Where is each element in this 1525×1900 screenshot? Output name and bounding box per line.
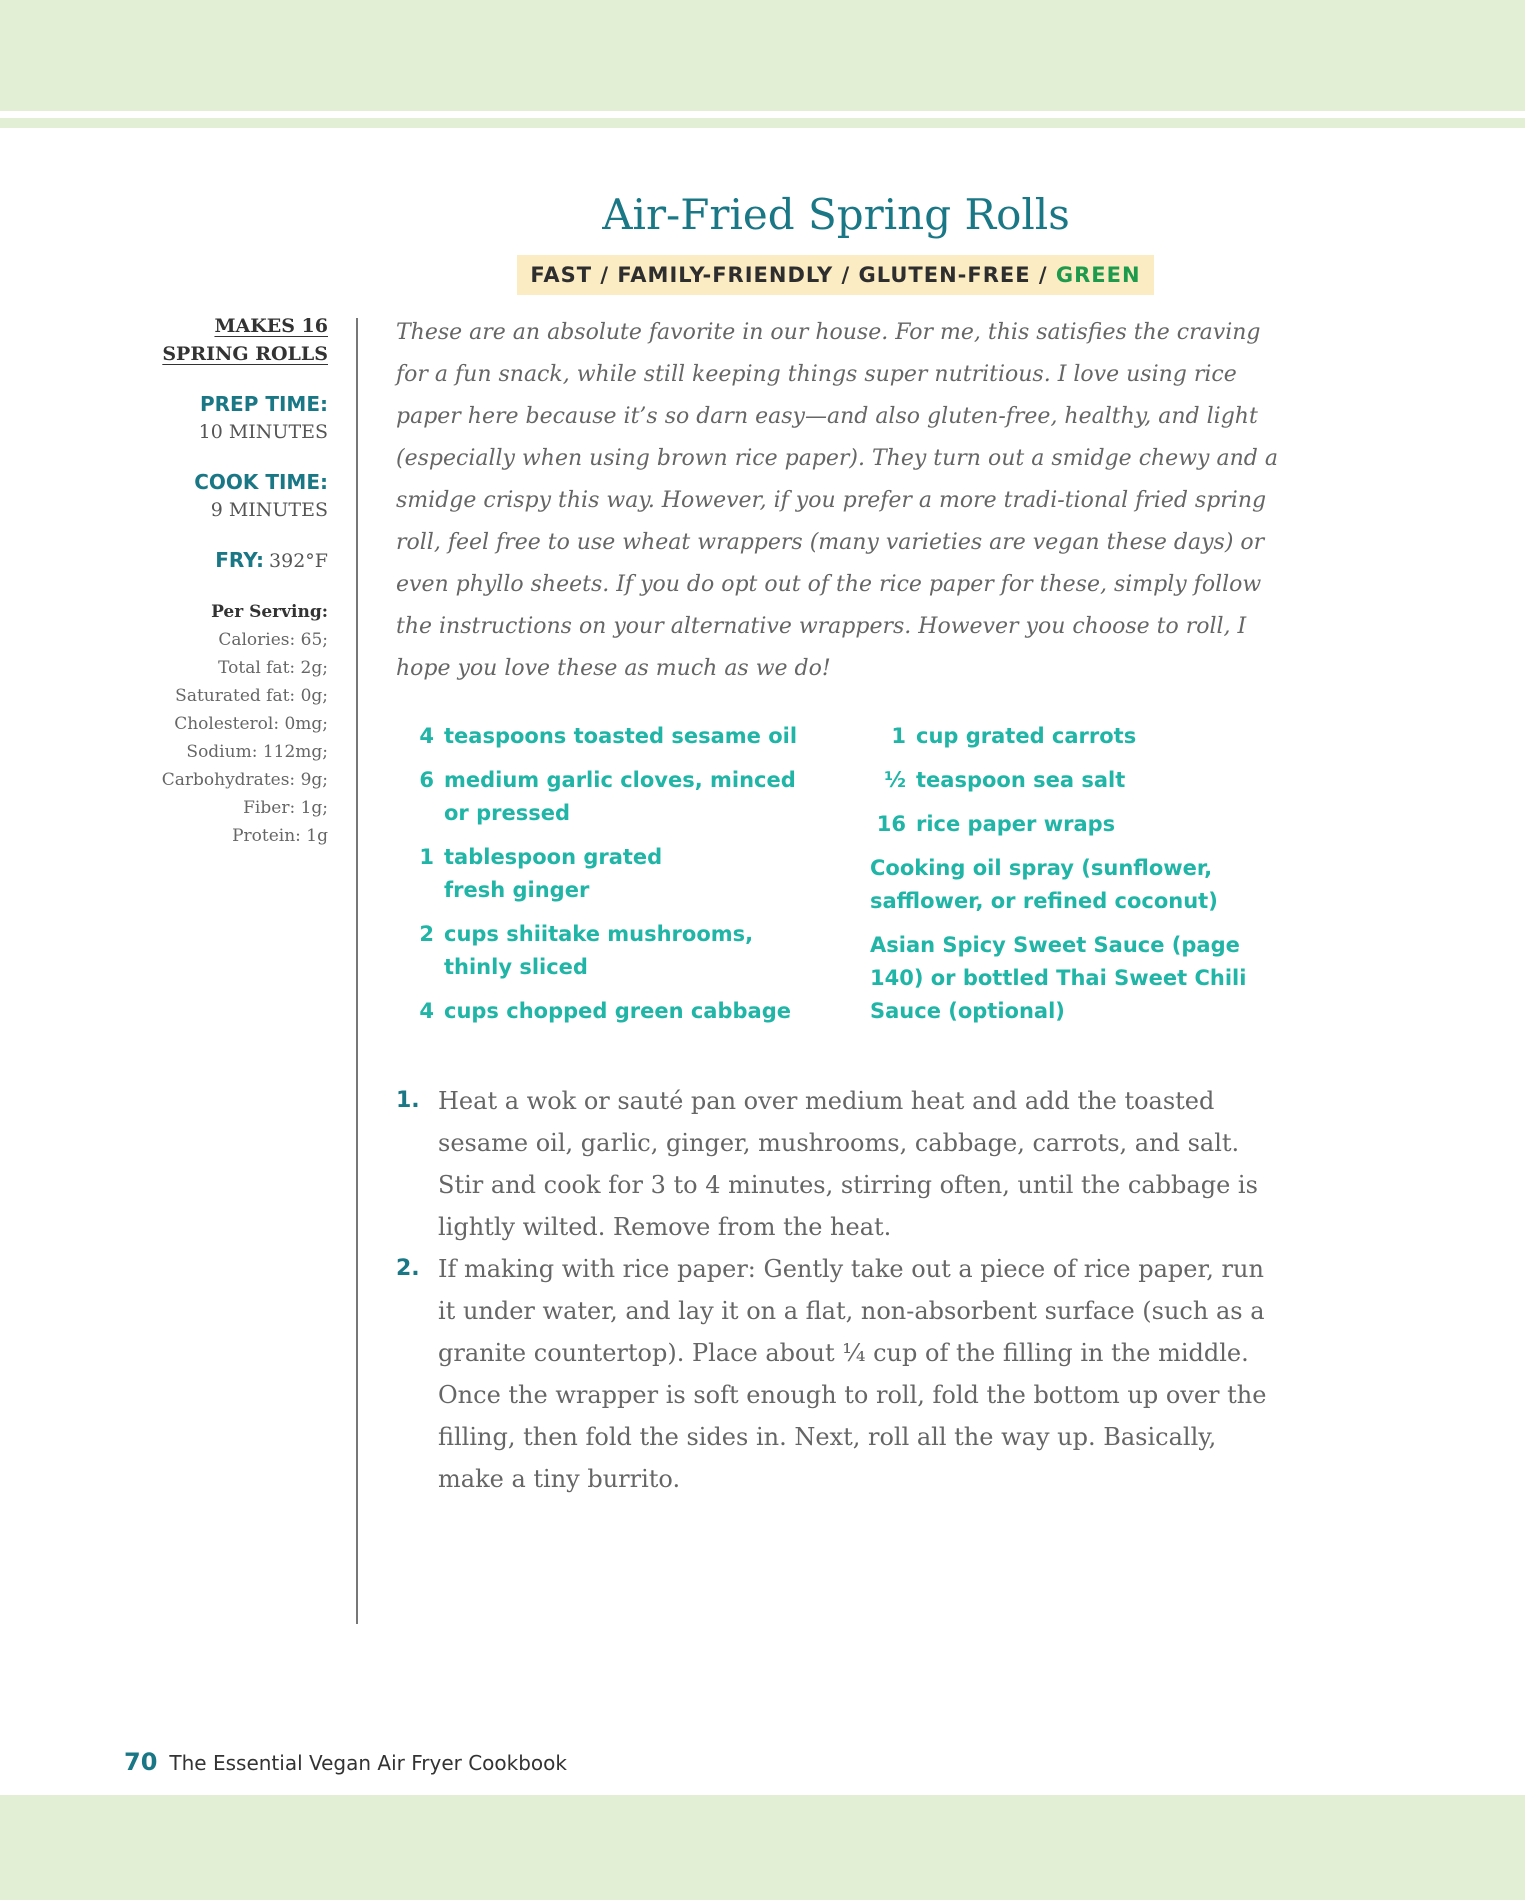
sidebar-divider (356, 318, 358, 1624)
step-text: If making with rice paper: Gently take out a piece of rice paper, run it under water, and lay it on a flat, non-absorbent surface (such as a granite countertop). Place about ¼ cup of the filling in the middle. Once the wrapper is soft enough to roll, fold the bottom up over the filling, then fold the sides in. Next, roll all the way up. Basically, make a tiny burrito. (438, 1255, 1267, 1493)
ingredient-item (404, 764, 824, 830)
ingredient-qty: 2 (419, 922, 434, 946)
ingredient-item (870, 764, 1290, 797)
prep-time-label: PREP TIME: (200, 392, 328, 416)
nutrition-sodium: Sodium: 112mg; (186, 742, 328, 762)
ingredient-qty: 4 (419, 999, 434, 1023)
recipe-title: Air-Fried Spring Rolls (602, 190, 1070, 239)
ingredient-item (870, 929, 1290, 1028)
page-number: 70 (124, 1748, 158, 1776)
recipe-sidebar (98, 312, 328, 850)
ingredient-item (870, 852, 1290, 918)
ingredient-item (870, 808, 1290, 841)
per-serving-title: Per Serving: (211, 602, 328, 622)
nutrition-total-fat: Total fat: 2g; (218, 658, 328, 678)
ingredient-item (404, 918, 824, 984)
instruction-step (396, 1080, 1276, 1248)
step-text: Heat a wok or sauté pan over medium heat and add the toasted sesame oil, garlic, ginger, mushrooms, cabbage, carrots, and salt. Stir and cook for 3 to 4 minutes, stirring often, until the cabbage is lightly wilted. Remove from the heat. (438, 1087, 1258, 1241)
ingredient-text: cup grated carrots (916, 724, 1137, 748)
tag-green: GREEN (1055, 263, 1141, 287)
recipe-tags (517, 255, 1154, 295)
ingredient-text: cups shiitake mushrooms, thinly sliced (444, 922, 754, 979)
cook-time-value: 9 MINUTES (210, 499, 328, 521)
cook-time (98, 468, 328, 524)
ingredient-qty: 6 (419, 768, 434, 792)
ingredients-left-column (404, 720, 824, 1039)
ingredient-text: teaspoon sea salt (916, 768, 1126, 792)
ingredient-qty: ½ (884, 768, 906, 792)
fry-temperature (98, 546, 328, 576)
tag-separator: / (833, 263, 859, 287)
ingredient-text: medium garlic cloves, minced or pressed (444, 768, 796, 825)
prep-time (98, 390, 328, 446)
ingredient-text: Cooking oil spray (sunflower, safflower, or refined coconut) (870, 856, 1218, 913)
ingredient-text: Asian Spicy Sweet Sauce (page 140) or bottled Thai Sweet Chili Sauce (optional) (870, 933, 1247, 1023)
instruction-steps (396, 1080, 1276, 1500)
tag-fast: FAST (530, 263, 593, 287)
ingredient-item (404, 841, 824, 907)
ingredient-text: tablespoon grated fresh ginger (444, 845, 663, 902)
step-number: 2. (396, 1256, 420, 1281)
instruction-step (396, 1248, 1276, 1500)
yield-line-1: MAKES 16 (214, 315, 328, 337)
ingredient-item (870, 720, 1290, 753)
ingredient-text: rice paper wraps (916, 812, 1116, 836)
tag-separator: / (1030, 263, 1056, 287)
tag-separator: / (592, 263, 618, 287)
page-footer (124, 1748, 567, 1776)
yield-line-2: SPRING ROLLS (162, 343, 328, 365)
ingredient-qty: 16 (876, 812, 906, 836)
nutrition-carbohydrates: Carbohydrates: 9g; (161, 770, 328, 790)
top-divider-stripe (0, 118, 1525, 128)
bottom-color-band (0, 1795, 1525, 1900)
nutrition-cholesterol: Cholesterol: 0mg; (174, 714, 328, 734)
ingredient-text: teaspoons toasted sesame oil (444, 724, 798, 748)
nutrition-calories: Calories: 65; (218, 630, 328, 650)
ingredient-item (404, 720, 824, 753)
ingredient-qty: 1 (891, 724, 906, 748)
nutrition-fiber: Fiber: 1g; (243, 798, 328, 818)
nutrition-protein: Protein: 1g (232, 826, 328, 846)
ingredient-qty: 4 (419, 724, 434, 748)
fry-value: 392°F (269, 550, 328, 572)
tag-gluten-free: GLUTEN-FREE (858, 263, 1031, 287)
fry-label: FRY: (215, 548, 264, 572)
nutrition-saturated-fat: Saturated fat: 0g; (175, 686, 328, 706)
tag-family-friendly: FAMILY-FRIENDLY (617, 263, 834, 287)
ingredients-right-column (870, 720, 1290, 1039)
book-title: The Essential Vegan Air Fryer Cookbook (169, 1751, 567, 1775)
cook-time-label: COOK TIME: (194, 470, 328, 494)
ingredient-item (404, 995, 824, 1028)
recipe-intro: These are an absolute favorite in our house. For me, this satisfies the craving for a fun snack, while still keeping things super nutritious. I love using rice paper here because it’s so darn easy—and also gluten-free, healthy, and light (especially when using brown rice paper). They turn out a smidge chewy and a smidge crispy this way. However, if you prefer a more tradi-tional fried spring roll, feel free to use wheat wrappers (many varieties are vegan these days) or even phyllo sheets. If you do opt out of the rice paper for these, simply follow the instructions on your alternative wrappers. However you choose to roll, I hope you love these as much as we do! (396, 320, 1278, 681)
ingredient-qty: 1 (419, 845, 434, 869)
ingredient-text: cups chopped green cabbage (444, 999, 791, 1023)
step-number: 1. (396, 1088, 420, 1113)
prep-time-value: 10 MINUTES (198, 421, 328, 443)
top-color-band (0, 0, 1525, 111)
